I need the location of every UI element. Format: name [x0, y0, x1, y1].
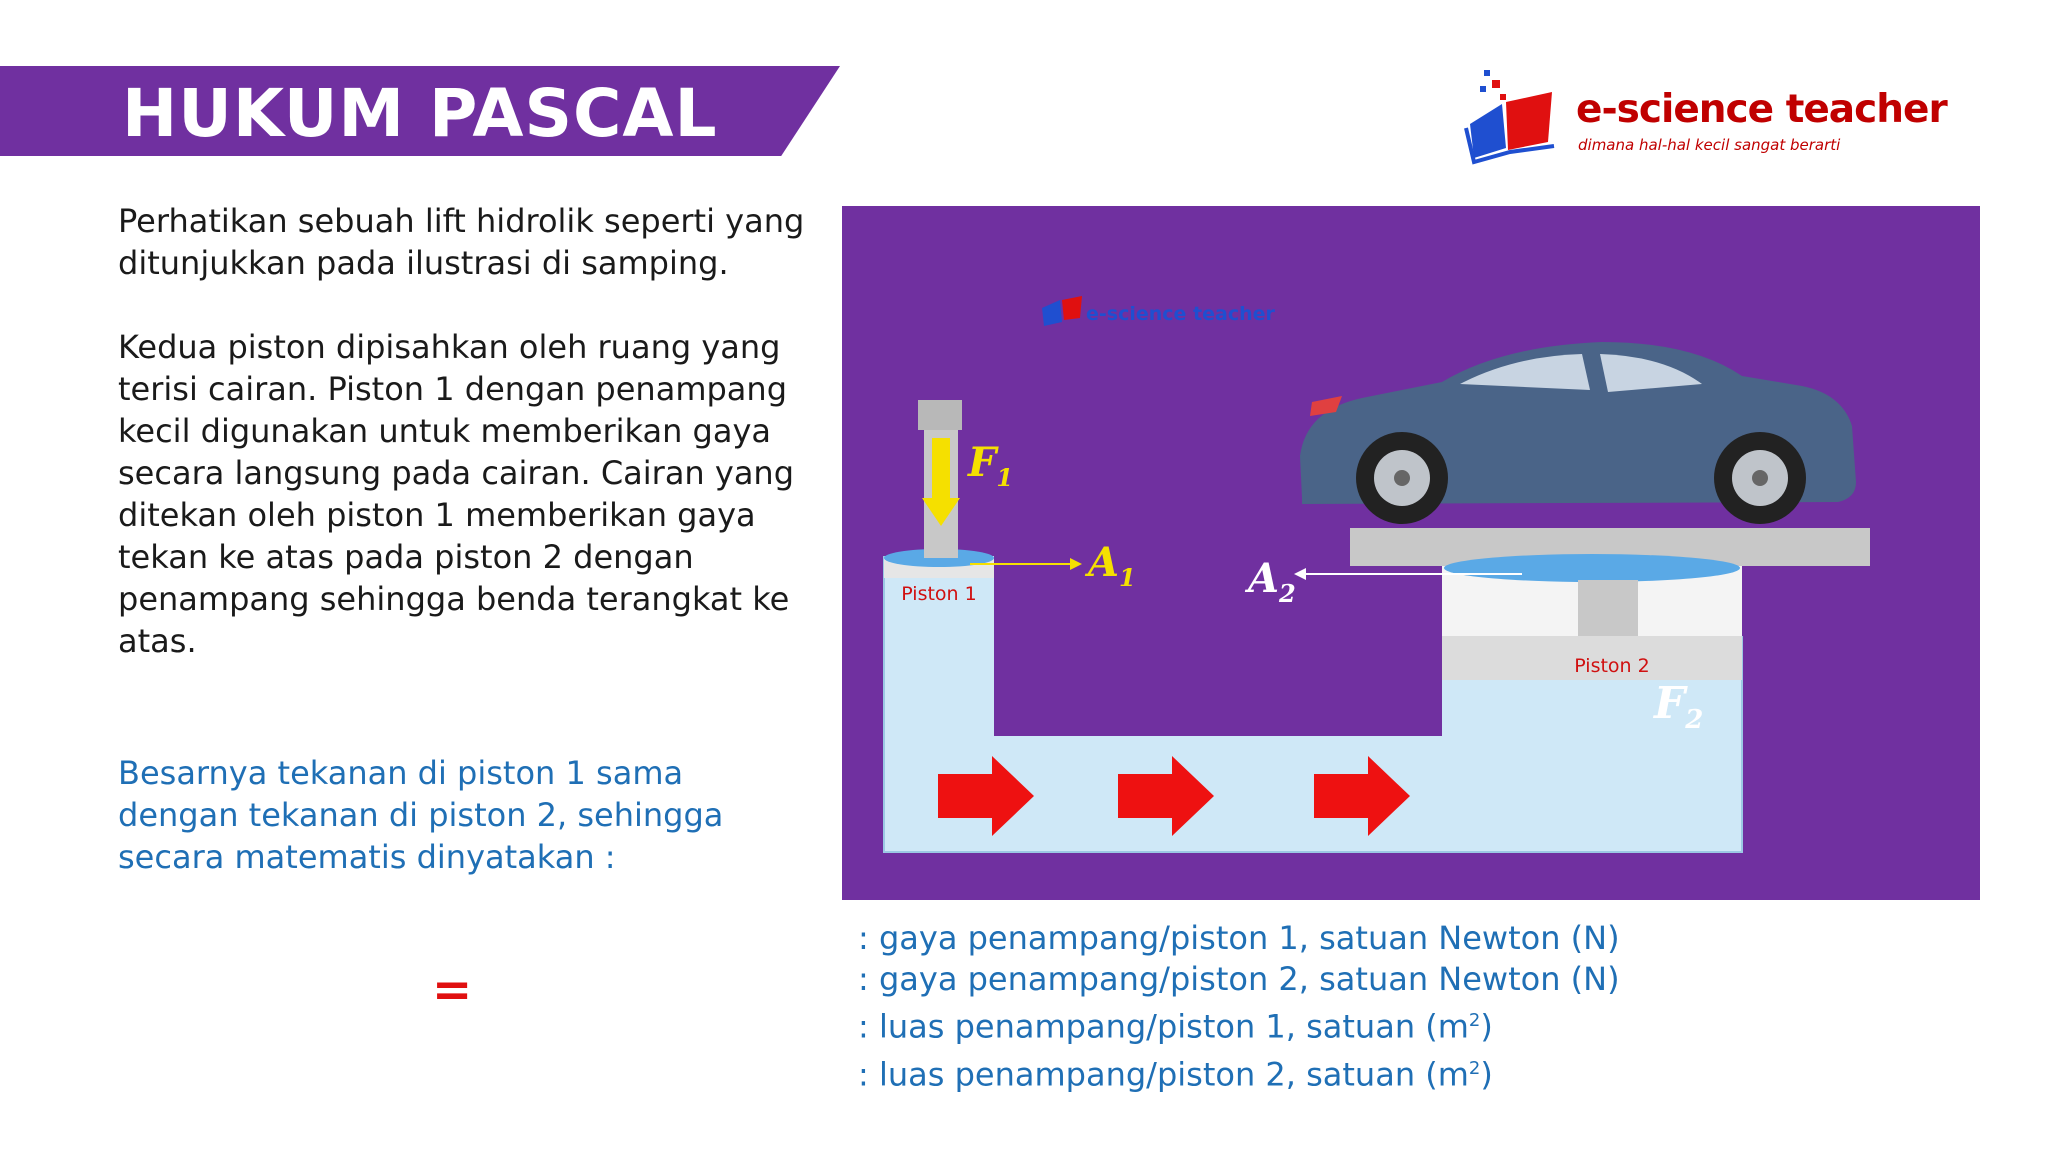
brand-logo — [1458, 66, 1978, 166]
intro-paragraph-1: Perhatikan sebuah lift hidrolik seperti yang ditunjukkan pada ilustrasi di samping. — [118, 202, 805, 282]
piston-2-surface — [1444, 554, 1740, 582]
legend-item: : luas penampang/piston 1, satuan $(m^2)$ — [858, 1007, 1493, 1046]
f2-label: $F_2$ — [1654, 678, 1704, 735]
intro-paragraph-2: Kedua piston dipisahkan oleh ruang yang terisi cairan. Piston 1 dengan penampang kecil digunakan untuk memberikan gaya secara langsung pada cairan. Cairan yang ditekan oleh piston 1 memberikan gaya tekan ke atas pada piston 2 dengan penampang sehingga benda terangkat ke atas. — [118, 328, 795, 660]
brand-tagline: dimana hal-hal kecil sangat berarti — [1578, 136, 1841, 154]
piston-1-label: Piston 1 — [901, 583, 977, 605]
piston-2-rod — [1578, 580, 1638, 642]
book-logo-icon — [1458, 66, 1568, 166]
legend-item: : gaya penampang/piston 2, satuan Newton (N) — [858, 960, 1620, 998]
a1-label: $A_1$ — [1088, 539, 1136, 592]
hydraulic-lift-illustration — [842, 206, 1980, 900]
a2-label: $A_2$ — [1248, 555, 1296, 608]
piston-2-label: Piston 2 — [1574, 655, 1650, 677]
conclusion-paragraph: Besarnya tekanan di piston 1 sama dengan tekanan di piston 2, sehingga secara matematis dinyatakan : — [118, 754, 724, 876]
page-title: HUKUM PASCAL — [122, 75, 718, 152]
legend-item: : luas penampang/piston 2, satuan $(m^2)$ — [858, 1055, 1493, 1094]
brand-name: e-science teacher — [1576, 87, 1947, 132]
watermark-text: e-science teacher — [1086, 303, 1275, 325]
f1-label: $F_1$ — [968, 439, 1014, 492]
variable-legend — [858, 918, 1858, 1095]
equals-sign: = — [432, 962, 473, 1018]
legend-item: : gaya penampang/piston 1, satuan Newton (N) — [858, 919, 1620, 957]
